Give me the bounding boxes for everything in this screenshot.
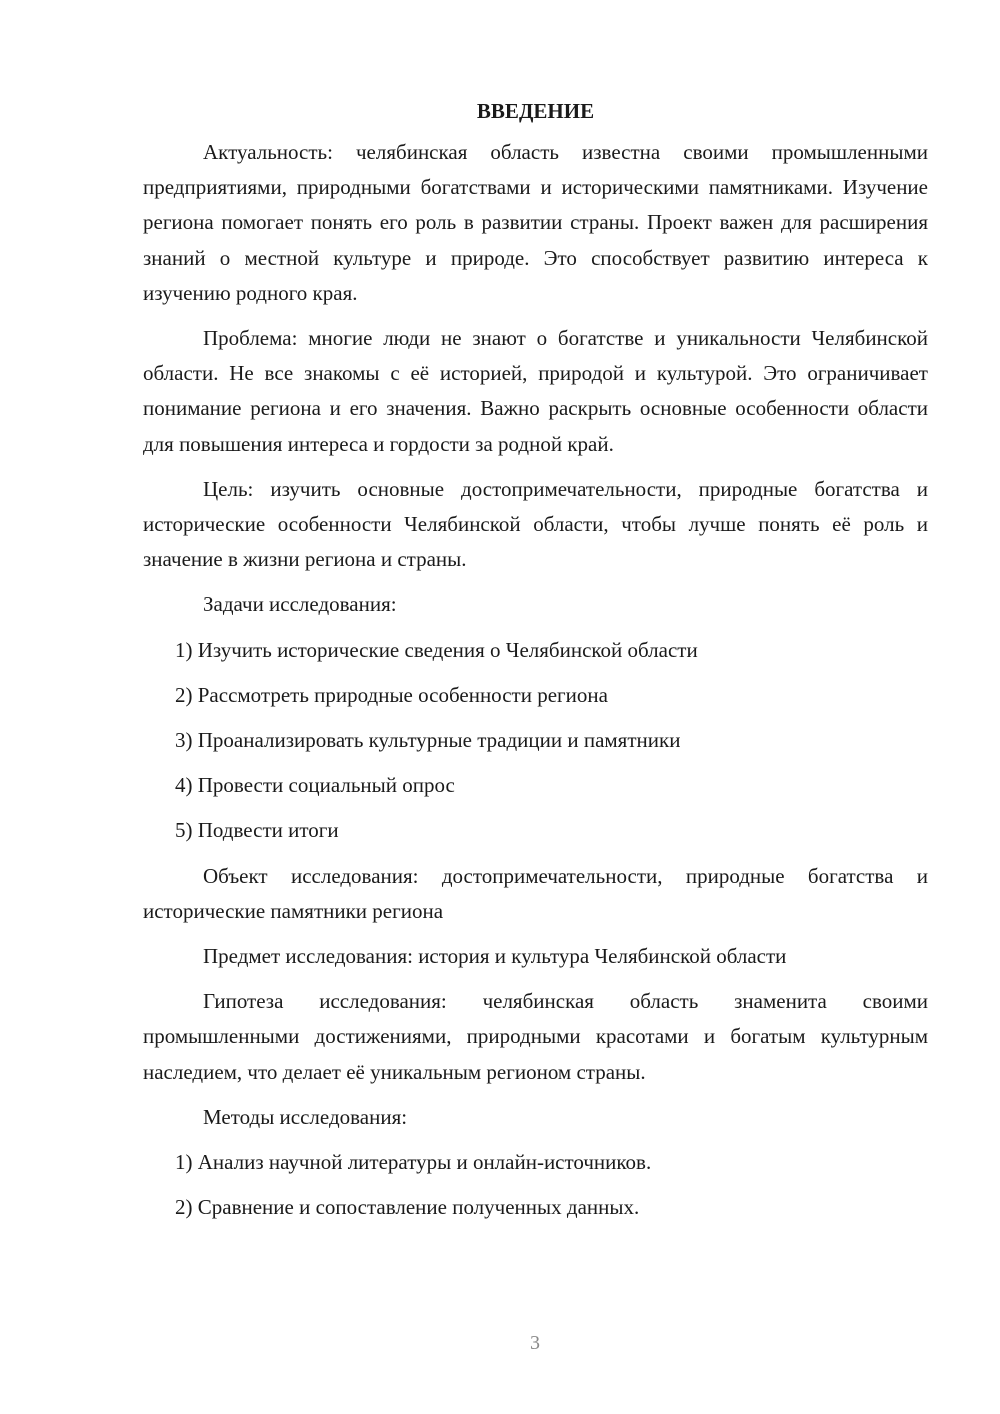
page-number: 3 — [530, 1332, 540, 1354]
list-item: 4) Провести социальный опрос — [175, 773, 455, 798]
relevance-paragraph: Актуальность: челябинская область известна своими промышленными предприятиями, природными богатствами и историческими памятниками. Изучение региона помогает понять его роль в развитии страны. Проект важен для расширения знаний о местной культуре и природе. Это способствует развитию интереса к изучению родного края. — [143, 140, 928, 305]
list-item: 1) Изучить исторические сведения о Челябинской области — [175, 637, 698, 662]
list-item: 2) Сравнение и сопоставление полученных данных. — [175, 1195, 640, 1220]
tasks-list — [143, 633, 928, 849]
document-page — [143, 94, 928, 1235]
list-item: 2) Рассмотреть природные особенности региона — [175, 682, 608, 707]
tasks-heading: Задачи исследования: — [203, 592, 397, 617]
goal-paragraph: Цель: изучить основные достопримечательности, природные богатства и исторические особенности Челябинской области, чтобы лучше понять её роль и значение в жизни региона и страны. — [143, 476, 928, 572]
object-paragraph: Объект исследования: достопримечательности, природные богатства и исторические памятники региона — [143, 863, 928, 923]
methods-heading: Методы исследования: — [203, 1104, 408, 1129]
subject-paragraph: Предмет исследования: история и культура Челябинской области — [203, 944, 787, 969]
hypothesis-paragraph: Гипотеза исследования: челябинская область знаменита своими промышленными достижениями, природными красотами и богатым культурным наследием, что делает её уникальным регионом страны. — [143, 989, 928, 1084]
problem-paragraph: Проблема: многие люди не знают о богатстве и уникальности Челябинской области. Не все знакомы с её историей, природой и культурой. Это ограничивает понимание региона и его значения. Важно раскрыть основные особенности области для повышения интереса и гордости за родной край. — [143, 326, 928, 456]
list-item: 3) Проанализировать культурные традиции и памятники — [175, 728, 681, 753]
list-item: 5) Подвести итоги — [175, 818, 339, 843]
list-item: 1) Анализ научной литературы и онлайн-источников. — [175, 1150, 652, 1175]
methods-list — [143, 1145, 928, 1225]
section-title: ВВЕДЕНИЕ — [476, 99, 595, 123]
